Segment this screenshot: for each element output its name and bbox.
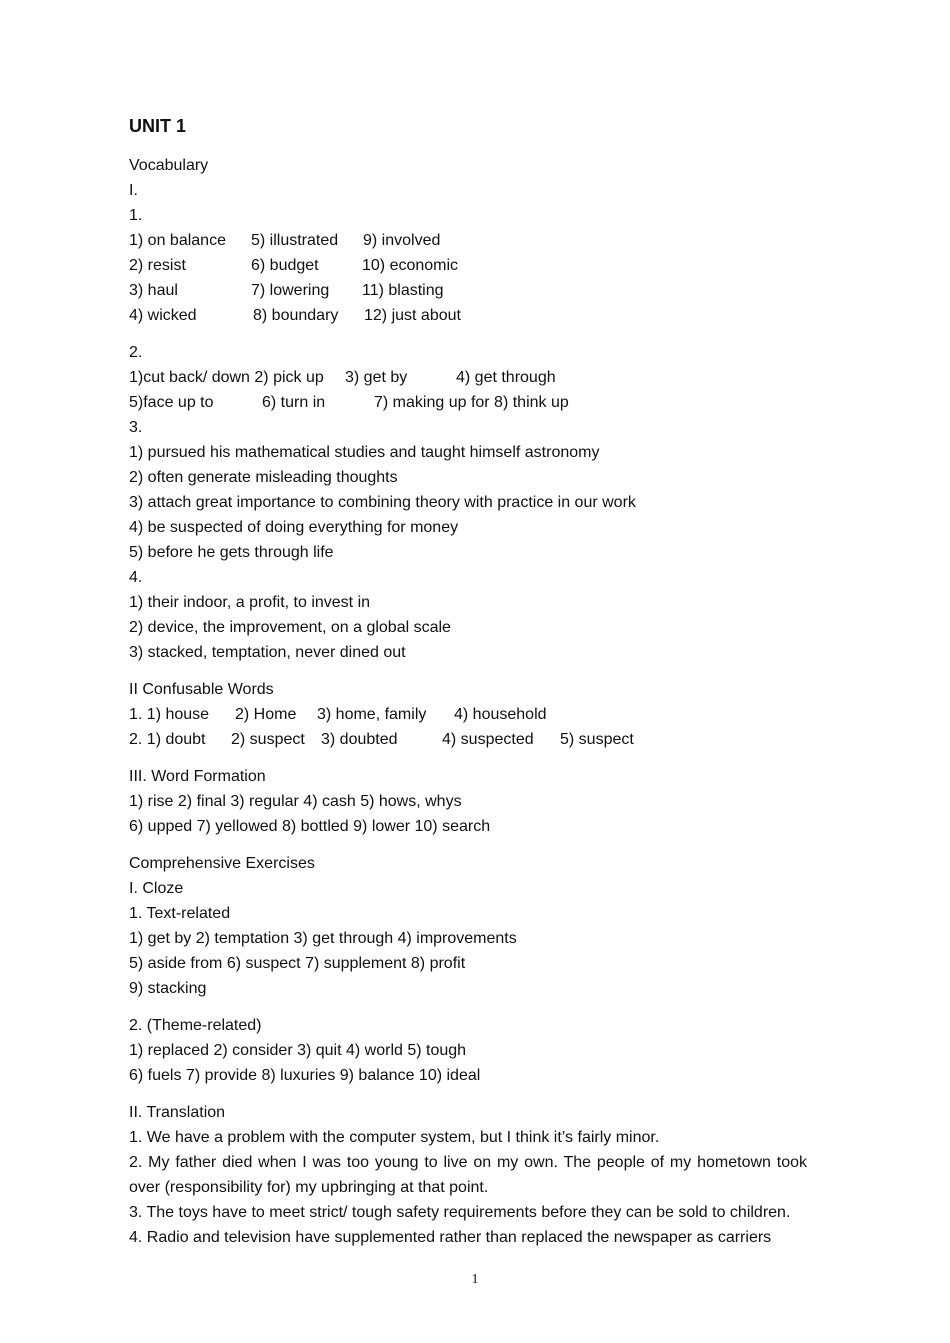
answer-line: 1) rise 2) final 3) regular 4) cash 5) hows, whys [129, 793, 462, 810]
cloze-heading: I. Cloze [129, 880, 184, 897]
exercise-1-row [129, 228, 807, 253]
answer-line: 1) get by 2) temptation 3) get through 4) improvements [129, 930, 517, 947]
answer-line: 2) often generate misleading thoughts [129, 469, 398, 486]
theme-related-heading: 2. (Theme-related) [129, 1017, 262, 1034]
answer-item: 5)face up to [129, 394, 214, 411]
answer-item: 1. 1) house [129, 706, 210, 723]
answer-item: 1) on balance [129, 232, 226, 249]
answer-line: 3) stacked, temptation, never dined out [129, 644, 406, 661]
answer-item: 12) just about [364, 307, 461, 324]
answer-item: 7) making up for 8) think up [374, 394, 569, 411]
exercise-4-number: 4. [129, 569, 143, 586]
vocabulary-heading: Vocabulary [129, 157, 209, 174]
answer-item: 2) Home [235, 706, 297, 723]
answer-item: 3) get by [345, 369, 408, 386]
answer-item: 5) suspect [560, 731, 634, 748]
exercise-1-row [129, 303, 807, 328]
answer-line: 5) aside from 6) suspect 7) supplement 8) profit [129, 955, 466, 972]
answer-item: 9) involved [363, 232, 441, 249]
answer-item: 11) blasting [362, 282, 444, 299]
page-number: 1 [471, 1272, 479, 1287]
answer-line: 9) stacking [129, 980, 207, 997]
exercise-1-row [129, 253, 807, 278]
text-related-heading: 1. Text-related [129, 905, 231, 922]
answer-item: 5) illustrated [251, 232, 339, 249]
answer-line: 1) pursued his mathematical studies and taught himself astronomy [129, 444, 600, 461]
translation-item: 1. We have a problem with the computer system, but I think it’s fairly minor. [129, 1129, 660, 1146]
answer-item: 4) get through [456, 369, 556, 386]
answer-item: 8) boundary [253, 307, 339, 324]
answer-item: 4) household [454, 706, 547, 723]
word-formation-heading: III. Word Formation [129, 768, 266, 785]
answer-line: 6) upped 7) yellowed 8) bottled 9) lower 10) search [129, 818, 491, 835]
answer-line: 6) fuels 7) provide 8) luxuries 9) balance 10) ideal [129, 1067, 481, 1084]
answer-item: 6) budget [251, 257, 319, 274]
answer-line: 2) device, the improvement, on a global scale [129, 619, 451, 636]
answer-item: 3) home, family [317, 706, 427, 723]
confusable-row [129, 702, 807, 727]
translation-heading: II. Translation [129, 1104, 226, 1121]
answer-item: 2) suspect [231, 731, 305, 748]
answer-item: 2. 1) doubt [129, 731, 206, 748]
confusable-row [129, 727, 807, 752]
answer-line: 4) be suspected of doing everything for money [129, 519, 459, 536]
exercise-3-number: 3. [129, 419, 143, 436]
exercise-2-row [129, 365, 807, 390]
answer-item: 7) lowering [251, 282, 330, 299]
answer-line: 1) their indoor, a profit, to invest in [129, 594, 371, 611]
answer-item: 4) suspected [442, 731, 534, 748]
answer-item: 10) economic [362, 257, 459, 274]
answer-line: 5) before he gets through life [129, 544, 334, 561]
answer-item: 2) resist [129, 257, 186, 274]
answer-item: 3) haul [129, 282, 178, 299]
comprehensive-exercises-heading: Comprehensive Exercises [129, 855, 315, 872]
translation-item: 3. The toys have to meet strict/ tough safety requirements before they can be sold to children. [129, 1204, 791, 1221]
answer-line: 3) attach great importance to combining theory with practice in our work [129, 494, 636, 511]
exercise-1-row [129, 278, 807, 303]
translation-item: 2. My father died when I was too young to live on my own. The people of my hometown took over (responsibility for) my upbringing at that point. [129, 1154, 807, 1196]
answer-item: 6) turn in [262, 394, 326, 411]
vocabulary-part-label: I. [129, 182, 138, 199]
document-body [129, 114, 807, 1250]
exercise-2-row [129, 390, 807, 415]
translation-item: 4. Radio and television have supplemented rather than replaced the newspaper as carriers [129, 1229, 772, 1246]
answer-item: 3) doubted [321, 731, 398, 748]
answer-line: 1) replaced 2) consider 3) quit 4) world 5) tough [129, 1042, 467, 1059]
answer-item: 4) wicked [129, 307, 197, 324]
unit-title: UNIT 1 [129, 116, 187, 136]
exercise-2-number: 2. [129, 344, 143, 361]
confusable-words-heading: II Confusable Words [129, 681, 274, 698]
exercise-1-number: 1. [129, 207, 143, 224]
answer-item: 1)cut back/ down 2) pick up [129, 369, 324, 386]
